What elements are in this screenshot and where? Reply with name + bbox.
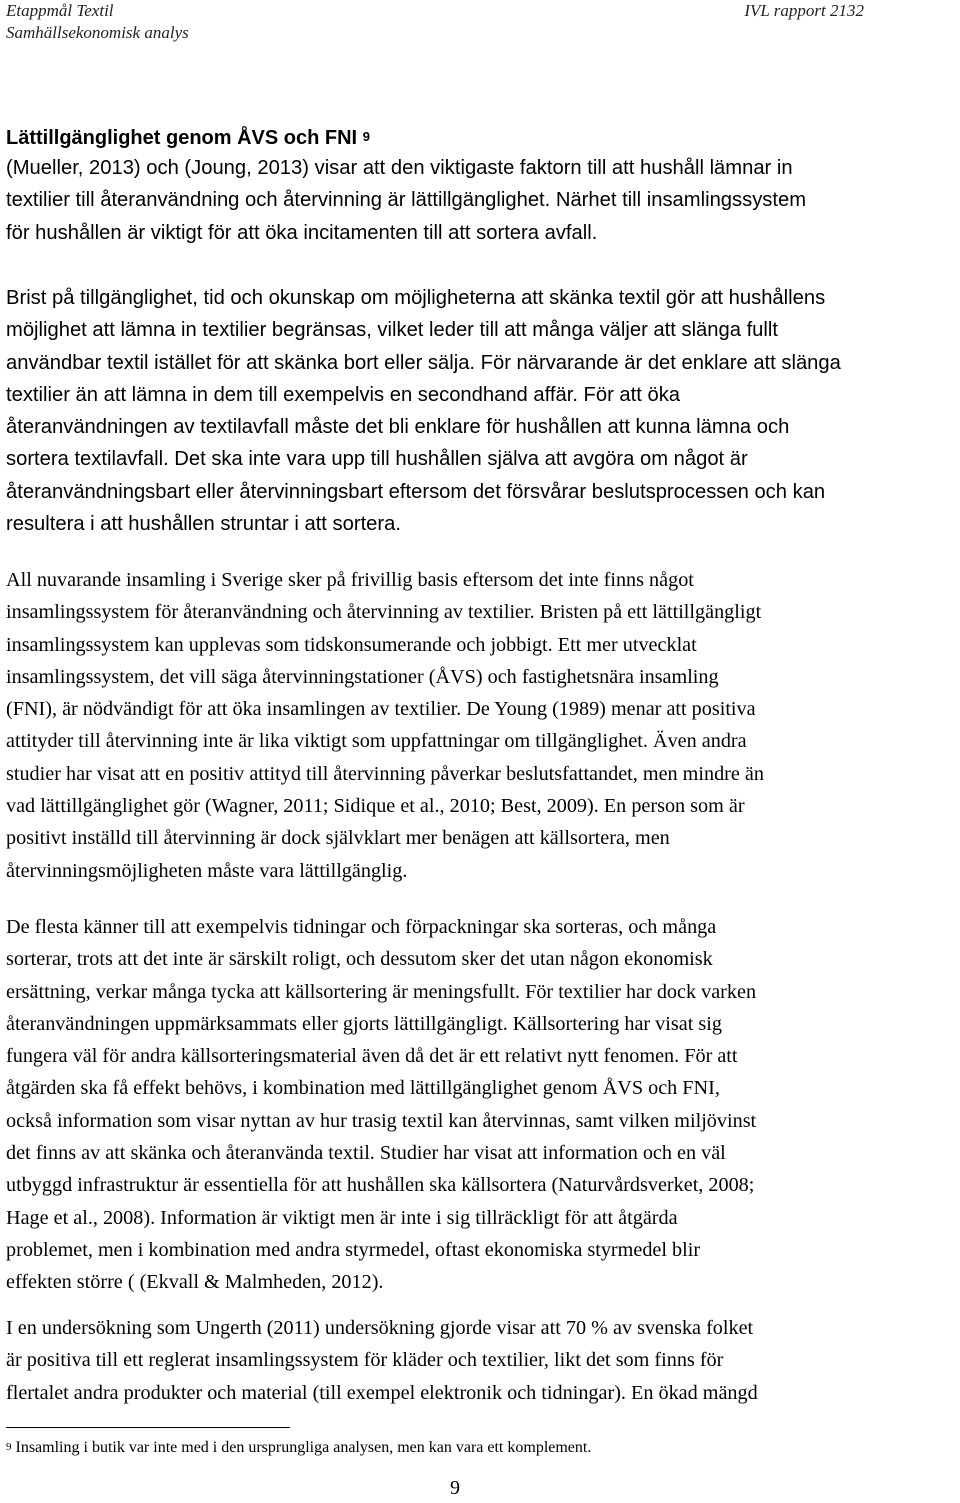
paragraph-3 — [6, 564, 906, 887]
paragraph-1 — [6, 152, 906, 249]
paragraph-2 — [6, 282, 906, 540]
text-line: är positiva till ett reglerat insamlingssystem för kläder och textilier, likt det som finns för — [6, 1349, 724, 1372]
header-report-number: IVL rapport 2132 — [744, 1, 864, 20]
text-line: insamlingssystem, det vill säga återvinningstationer (ÅVS) och fastighetsnära insamling — [6, 665, 719, 688]
text-line: insamlingssystem för återanvändning och återvinning av textilier. Bristen på ett lättillgängligt — [6, 601, 762, 624]
text-line: resultera i att hushållen struntar i att sortera. — [6, 513, 401, 536]
section-heading — [6, 125, 906, 153]
running-header-left — [6, 0, 189, 44]
footnote-text: Insamling i butik var inte med i den ursprungliga analysen, men kan vara ett komplement. — [15, 1439, 592, 1456]
text-line: flertalet andra produkter och material (till exempel elektronik och tidningar). En ökad mängd — [6, 1381, 758, 1404]
paragraph-text — [6, 282, 906, 540]
text-line: användbar textil istället för att skänka bort eller sälja. För närvarande är det enklare att slänga — [6, 351, 841, 374]
text-line: insamlingssystem kan upplevas som tidskonsumerande och jobbigt. Ett mer utvecklat — [6, 633, 697, 656]
page-number: 9 — [450, 1477, 460, 1499]
text-line: sortera textilavfall. Det ska inte vara upp till hushållen själva att avgöra om något är — [6, 448, 748, 471]
footnote-number: 9 — [6, 1441, 12, 1453]
text-line: möjlighet att lämna in textilier begränsas, vilket leder till att många väljer att slänga fullt — [6, 319, 778, 342]
text-line: för hushållen är viktigt för att öka incitamenten till att sortera avfall. — [6, 221, 598, 244]
footnote — [6, 1438, 591, 1459]
paragraph-text — [6, 564, 906, 887]
text-line: positivt inställd till återvinning är dock självklart mer benägen att källsortera, men — [6, 827, 670, 850]
footnote-reference: 9 — [362, 129, 370, 144]
running-header-right — [744, 0, 864, 22]
text-line: Hage et al., 2008). Information är viktigt men är inte i sig tillräckligt för att åtgärda — [6, 1206, 678, 1229]
text-line: textilier än att lämna in dem till exempelvis en secondhand affär. För att öka — [6, 383, 681, 406]
text-line: återanvändningen uppmärksammats eller gjorts lättillgängligt. Källsortering har visat sig — [6, 1012, 722, 1035]
text-line: åtgärden ska få effekt behövs, i kombination med lättillgänglighet genom ÅVS och FNI, — [6, 1077, 720, 1100]
header-report-subtitle: Samhällsekonomisk analys — [6, 23, 189, 42]
text-line: återanvändningsbart eller återvinningsbart eftersom det försvårar beslutsprocessen och kan — [6, 480, 826, 503]
text-line: Brist på tillgänglighet, tid och okunskap om möjligheterna att skänka textil gör att hushållens — [6, 287, 826, 309]
text-line: effekten större ( (Ekvall & Malmheden, 2012). — [6, 1271, 384, 1294]
text-line: textilier till återanvändning och återvinning är lättillgänglighet. Närhet till insamlingssystem — [6, 189, 807, 212]
text-line: (Mueller, 2013) och (Joung, 2013) visar att den viktigaste faktorn till att hushåll lämnar in — [6, 157, 793, 179]
paragraph-text — [6, 1312, 906, 1409]
text-line: också information som visar nyttan av hur trasig textil kan återvinnas, samt vilken miljövinst — [6, 1109, 757, 1132]
paragraph-text — [6, 911, 906, 1299]
text-line: I en undersökning som Ungerth (2011) undersökning gjorde visar att 70 % av svenska folket — [6, 1317, 754, 1339]
text-line: sorterar, trots att det inte är särskilt roligt, och dessutom sker det utan någon ekonomisk — [6, 948, 713, 971]
footnote-divider — [6, 1427, 290, 1428]
text-line: attityder till återvinning inte är lika viktigt som uppfattningar om tillgänglighet. Även andra — [6, 730, 747, 753]
text-line: All nuvarande insamling i Sverige sker på frivillig basis eftersom det inte finns något — [6, 569, 694, 591]
text-line: (FNI), är nödvändigt för att öka insamlingen av textilier. De Young (1989) menar att positiva — [6, 698, 756, 721]
text-line: ersättning, verkar många tycka att källsortering är meningsfullt. För textilier har dock varken — [6, 980, 757, 1003]
text-line: utbyggd infrastruktur är essentiella för att hushållen ska källsortera (Naturvårdsverket, 2008; — [6, 1174, 755, 1197]
header-report-title: Etappmål Textil — [6, 1, 114, 20]
text-line: det finns av att skänka och återanvända textil. Studier har visat att information och en väl — [6, 1142, 726, 1165]
text-line: vad lättillgänglighet gör (Wagner, 2011; Sidique et al., 2010; Best, 2009). En person som är — [6, 795, 745, 818]
paragraph-text — [6, 152, 906, 249]
paragraph-5 — [6, 1312, 906, 1409]
paragraph-4 — [6, 911, 906, 1299]
text-line: återanvändningen av textilavfall måste det bli enklare för hushållen att kunna lämna och — [6, 416, 790, 439]
section-heading-text: Lättillgänglighet genom ÅVS och FNI — [6, 127, 358, 149]
text-line: fungera väl för andra källsorteringsmaterial även då det är ett relativt nytt fenomen. För att — [6, 1045, 738, 1068]
text-line: återvinningsmöjligheten måste vara lättillgänglig. — [6, 859, 408, 882]
text-line: De flesta känner till att exempelvis tidningar och förpackningar ska sorteras, och många — [6, 916, 717, 938]
text-line: problemet, men i kombination med andra styrmedel, oftast ekonomiska styrmedel blir — [6, 1238, 701, 1261]
section-heading-block — [6, 125, 906, 153]
text-line: studier har visat att en positiv attityd till återvinning påverkar beslutsfattandet, men mindre än — [6, 762, 764, 785]
